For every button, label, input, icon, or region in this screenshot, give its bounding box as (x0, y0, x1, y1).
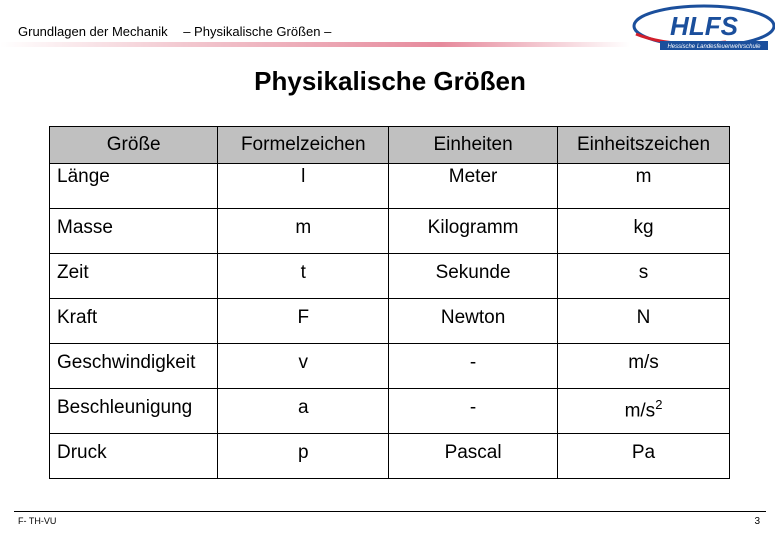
cell-unit: Sekunde (389, 254, 558, 299)
header-formelzeichen: Formelzeichen (218, 127, 389, 164)
course-title: Grundlagen der Mechanik (18, 24, 168, 39)
unit-symbol-base: m/s (624, 400, 656, 422)
table-header-row (50, 127, 730, 164)
cell-unit: - (389, 344, 558, 389)
hlfs-logo (630, 4, 775, 52)
cell-name: Länge (50, 164, 218, 209)
cell-symbol: t (218, 254, 389, 299)
cell-unit: Newton (389, 299, 558, 344)
cell-symbol: l (218, 164, 389, 209)
cell-unit-symbol: s (558, 254, 730, 299)
cell-symbol: a (218, 389, 389, 434)
cell-name: Zeit (50, 254, 218, 299)
footer-divider (14, 511, 766, 512)
cell-unit: Kilogramm (389, 209, 558, 254)
cell-symbol: F (218, 299, 389, 344)
cell-name: Geschwindigkeit (50, 344, 218, 389)
cell-unit: Meter (389, 164, 558, 209)
cell-unit-symbol: kg (558, 209, 730, 254)
cell-symbol: p (218, 434, 389, 479)
units-table (49, 126, 730, 479)
table-row (50, 254, 730, 299)
table-row (50, 299, 730, 344)
table-row (50, 389, 730, 434)
cell-unit: Pascal (389, 434, 558, 479)
cell-unit-symbol: m/s (558, 344, 730, 389)
cell-unit-symbol: Pa (558, 434, 730, 479)
hlfs-logo-graphic (630, 4, 775, 52)
table-row (50, 344, 730, 389)
page-title: Physikalische Größen (254, 66, 526, 96)
cell-name: Beschleunigung (50, 389, 218, 434)
section-subtitle: – Physikalische Größen – (183, 24, 332, 39)
table-row (50, 434, 730, 479)
table-row (50, 209, 730, 254)
header-einheitszeichen: Einheitszeichen (558, 127, 730, 164)
table-row (50, 164, 730, 209)
slide-header (18, 24, 331, 39)
unit-symbol-exponent: 2 (655, 397, 663, 412)
cell-name: Masse (50, 209, 218, 254)
cell-symbol: m (218, 209, 389, 254)
cell-name: Druck (50, 434, 218, 479)
cell-unit-symbol: m (558, 164, 730, 209)
header-divider (0, 42, 630, 47)
cell-unit: - (389, 389, 558, 434)
logo-text: HLFS (670, 11, 738, 41)
header-einheiten: Einheiten (389, 127, 558, 164)
cell-unit-symbol: N (558, 299, 730, 344)
page-number: 3 (754, 516, 760, 527)
footer-code: F- TH-VU (18, 516, 57, 526)
header-groesse: Größe (50, 127, 218, 164)
cell-name: Kraft (50, 299, 218, 344)
cell-symbol: v (218, 344, 389, 389)
cell-unit-symbol (558, 389, 730, 434)
logo-tagline: Hessische Landesfeuerwehrschule (667, 44, 761, 50)
